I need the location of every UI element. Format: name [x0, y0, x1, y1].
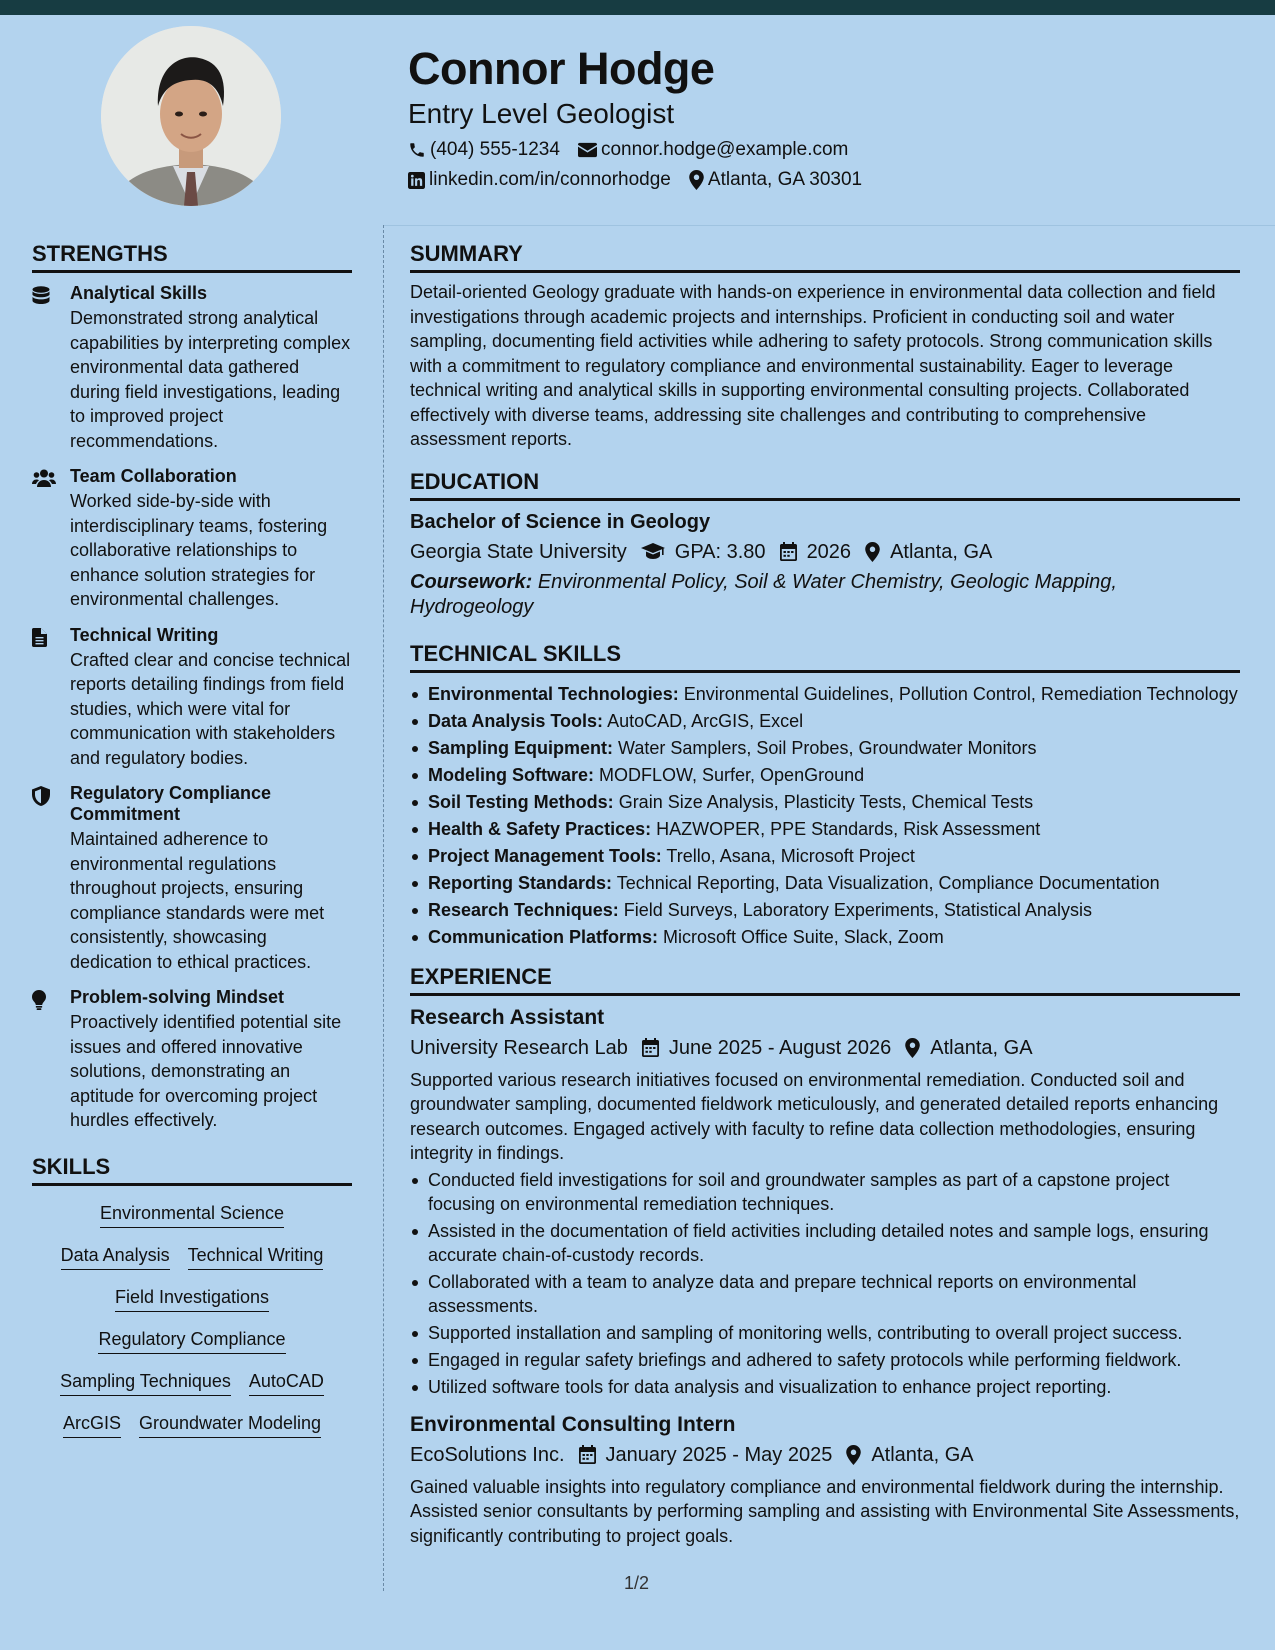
header-divider — [383, 225, 1275, 226]
page-number: 1/2 — [624, 1573, 650, 1593]
strength-title: Team Collaboration — [70, 466, 237, 486]
skill-row — [32, 1368, 352, 1396]
graduation-year: 2026 — [780, 538, 852, 566]
list-item: Assisted in the documentation of field activities including detailed notes and sample logs, ensuring accurate chain-of-custody records. — [410, 1219, 1240, 1267]
skill-row — [32, 1284, 352, 1312]
calendar-icon — [579, 1445, 596, 1464]
skill-tag: Sampling Techniques — [60, 1368, 231, 1396]
list-item: Research Techniques: Field Surveys, Laboratory Experiments, Statistical Analysis — [410, 898, 1240, 922]
strength-desc: Demonstrated strong analytical capabilities by interpreting complex environmental data gathered during field investigations, leading to improved project recommendations. — [70, 308, 351, 451]
list-item: Communication Platforms: Microsoft Office Suite, Slack, Zoom — [410, 925, 1240, 949]
skills-heading: SKILLS — [32, 1153, 352, 1186]
job-entry — [410, 1411, 1240, 1549]
skill-tag: Groundwater Modeling — [139, 1410, 321, 1438]
strength-item — [32, 283, 352, 453]
strength-item — [32, 466, 352, 612]
strength-title: Problem-solving Mindset — [70, 987, 285, 1007]
job-entry — [410, 1004, 1240, 1399]
calendar-icon — [642, 1038, 659, 1057]
strength-title: Technical Writing — [70, 624, 219, 645]
job-meta — [410, 1441, 1240, 1469]
skill-tag: Field Investigations — [115, 1284, 269, 1312]
contact-row-1 — [408, 138, 1228, 162]
lightbulb-icon — [32, 990, 46, 1010]
skill-tag: Technical Writing — [188, 1242, 324, 1270]
strength-desc: Maintained adherence to environmental regulations throughout projects, ensuring compliance standards were met consistently, showcasing dedication to ethical practices. — [70, 829, 325, 972]
list-item: Sampling Equipment: Water Samplers, Soil Probes, Groundwater Monitors — [410, 736, 1240, 760]
strength-item — [32, 625, 352, 771]
list-item: Supported installation and sampling of monitoring wells, contributing to overall project success. — [410, 1321, 1240, 1345]
calendar-icon — [780, 542, 797, 561]
skill-row — [32, 1410, 352, 1438]
right-column — [410, 240, 1240, 1548]
job-dates: June 2025 - August 2026 — [642, 1034, 891, 1062]
job-dates: January 2025 - May 2025 — [579, 1441, 833, 1469]
strength-desc: Crafted clear and concise technical reports detailing findings from field studies, which were vital for communication with stakeholders and regulatory bodies. — [70, 649, 351, 768]
database-icon — [32, 286, 50, 306]
list-item: Reporting Standards: Technical Reporting, Data Visualization, Compliance Documentation — [410, 871, 1240, 895]
shield-icon — [32, 786, 50, 806]
document-icon — [32, 628, 47, 647]
technical-skills-heading: TECHNICAL SKILLS — [410, 640, 1240, 673]
skill-tag: ArcGIS — [63, 1410, 121, 1438]
list-item: Health & Safety Practices: HAZWOPER, PPE Standards, Risk Assessment — [410, 817, 1240, 841]
strength-item — [32, 987, 352, 1133]
linkedin-text: linkedin.com/in/connorhodge — [429, 169, 671, 190]
list-item: Utilized software tools for data analysis and visualization to enhance project reporting. — [410, 1375, 1240, 1399]
job-meta — [410, 1034, 1240, 1062]
skill-tag: Data Analysis — [61, 1242, 170, 1270]
technical-skills-list — [410, 682, 1240, 949]
location-contact — [689, 168, 862, 192]
contact-row-2 — [408, 168, 1228, 192]
phone-contact[interactable] — [408, 138, 560, 162]
list-item: Project Management Tools: Trello, Asana, Microsoft Project — [410, 844, 1240, 868]
skill-row — [32, 1242, 352, 1270]
email-text: connor.hodge@example.com — [600, 139, 849, 160]
degree-title: Bachelor of Science in Geology — [410, 510, 711, 533]
education-heading: EDUCATION — [410, 468, 1240, 501]
candidate-name: Connor Hodge — [408, 43, 715, 94]
gpa: GPA: 3.80 — [641, 538, 766, 566]
company-name: EcoSolutions Inc. — [410, 1443, 565, 1466]
list-item: Collaborated with a team to analyze data and prepare technical reports on environmental assessments. — [410, 1270, 1240, 1318]
left-column — [32, 240, 352, 1452]
graduation-cap-icon — [641, 543, 665, 560]
school-name: Georgia State University — [410, 540, 627, 563]
education-location: Atlanta, GA — [865, 538, 992, 566]
map-pin-icon — [846, 1445, 861, 1465]
skill-tag: Environmental Science — [100, 1200, 284, 1228]
summary-text: Detail-oriented Geology graduate with hands-on experience in environmental data collection and field investigations through academic projects and internships. Proficient in conducting soil and water sampling, documenting field activities while adhering to safety protocols. Strong communication skills with a commitment to regulatory compliance and environmental sustainability. Eager to leverage technical writing and analytical skills in supporting environmental consulting projects. Collaborated effectively with diverse teams, addressing site challenges and contributing to comprehensive assessment reports. — [410, 282, 1216, 449]
skill-tag: AutoCAD — [249, 1368, 324, 1396]
job-title: Research Assistant — [410, 1005, 605, 1029]
resume-header — [408, 42, 1228, 192]
list-item: Modeling Software: MODFLOW, Surfer, OpenGround — [410, 763, 1240, 787]
skill-tag: Regulatory Compliance — [98, 1326, 285, 1354]
list-item: Engaged in regular safety briefings and adhered to safety protocols while performing fieldwork. — [410, 1348, 1240, 1372]
skills-section — [32, 1153, 352, 1438]
job-bullets — [410, 1168, 1240, 1399]
skill-row — [32, 1326, 352, 1354]
candidate-title: Entry Level Geologist — [408, 98, 675, 129]
phone-icon — [408, 141, 426, 159]
company-name: University Research Lab — [410, 1036, 628, 1059]
coursework: Coursework: Environmental Policy, Soil & Water Chemistry, Geologic Mapping, Hydrogeology — [410, 570, 1117, 618]
location-text: Atlanta, GA 30301 — [707, 169, 863, 190]
strength-desc: Worked side-by-side with interdisciplinary teams, fostering collaborative relationships to enhance solution strategies for environmental challenges. — [70, 491, 328, 609]
envelope-icon — [578, 142, 597, 158]
education-meta — [410, 538, 1240, 566]
strength-title: Regulatory Compliance Commitment — [70, 783, 272, 824]
strength-title: Analytical Skills — [70, 283, 208, 303]
map-pin-icon — [689, 170, 704, 190]
linkedin-icon — [408, 172, 425, 189]
list-item: Conducted field investigations for soil and groundwater samples as part of a capstone project focusing on environmental remediation techniques. — [410, 1168, 1240, 1216]
skill-row — [32, 1200, 352, 1228]
job-location: Atlanta, GA — [905, 1034, 1032, 1062]
summary-heading: SUMMARY — [410, 240, 1240, 273]
list-item: Data Analysis Tools: AutoCAD, ArcGIS, Excel — [410, 709, 1240, 733]
map-pin-icon — [865, 542, 880, 562]
strength-desc: Proactively identified potential site issues and offered innovative solutions, demonstrating an aptitude for overcoming project hurdles effectively. — [70, 1012, 342, 1130]
job-location: Atlanta, GA — [846, 1441, 973, 1469]
top-bar — [0, 0, 1275, 15]
experience-heading: EXPERIENCE — [410, 963, 1240, 996]
strength-item — [32, 783, 352, 974]
linkedin-contact[interactable] — [408, 168, 671, 192]
users-icon — [32, 469, 56, 487]
map-pin-icon — [905, 1038, 920, 1058]
strengths-heading: STRENGTHS — [32, 240, 352, 273]
list-item: Soil Testing Methods: Grain Size Analysis, Plasticity Tests, Chemical Tests — [410, 790, 1240, 814]
job-title: Environmental Consulting Intern — [410, 1412, 736, 1436]
column-divider — [383, 225, 384, 1591]
list-item: Environmental Technologies: Environmental Guidelines, Pollution Control, Remediation Technology — [410, 682, 1240, 706]
job-summary: Supported various research initiatives focused on environmental remediation. Conducted soil and groundwater sampling, documented fieldwork meticulously, and generated detailed reports enhancing research outcomes. Engaged actively with faculty to refine data collection methodologies, ensuring integrity in findings. — [410, 1069, 1219, 1163]
job-summary: Gained valuable insights into regulatory compliance and environmental fieldwork during the internship. Assisted senior consultants by performing sampling and assisting with Environmental Site Assessments, significantly contributing to project goals. — [410, 1476, 1240, 1546]
profile-photo — [101, 26, 281, 206]
phone-text: (404) 555-1234 — [430, 139, 560, 160]
email-contact[interactable] — [578, 138, 848, 162]
